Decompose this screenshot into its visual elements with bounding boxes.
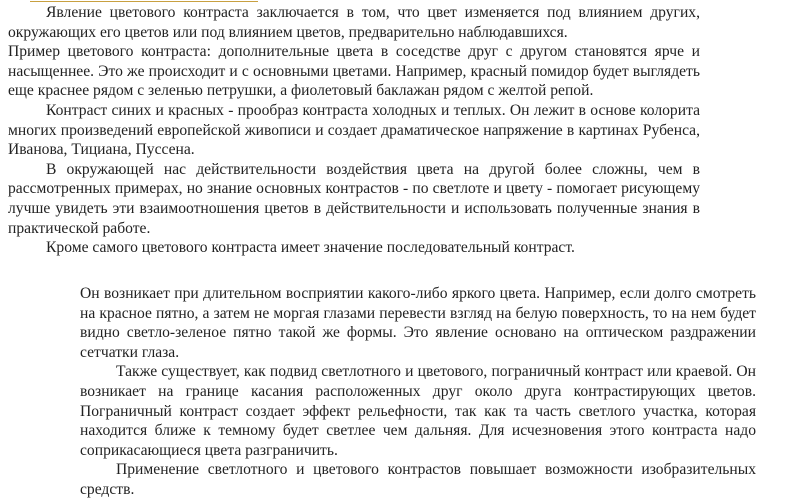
text-block-lower — [80, 284, 756, 500]
paragraph-blue-red-contrast: Контраст синих и красных - прообраз контраста холодных и теплых. Он лежит в основе колорита многих произведений европейской живописи и создает драматическое напряжение в картинах Рубенса, Иванова, Тициана, Пуссена. — [8, 101, 700, 159]
top-accent-line — [30, 1, 258, 2]
paragraph-border-contrast: Также существует, как подвид светлотного и цветового, пограничный контраст или краевой. Он возникает на границе касания расположенных друг около друга контрастирующих цветов. Пограничный контраст создает эффект рельефности, так как та часть светлого участка, которая находится ближе к темному будет светлее чем дальняя. Для исчезновения этого контраста надо соприкасающиеся цвета разграничить. — [80, 363, 756, 459]
paragraph-sequential-contrast: Он возникает при длительном восприятии какого-либо яркого цвета. Например, если долго смотреть на красное пятно, а затем не моргая глазами перевести взгляд на белую поверхность, то на нем будет видно светло-зеленое пятно такой же формы. Это явление основано на оптическом раздражении сетчатки глаза. — [80, 285, 756, 361]
paragraph-reality-effects: В окружающей нас действительности воздействия цвета на другой более сложны, чем в рассмотренных примерах, но знание основных контрастов - по светлоте и цвету - помогает рисующему лучше увидеть эти взаимоотношения цветов в действительности и использовать полученные знания в практической работе. — [8, 160, 700, 237]
paragraph-contrast-definition: Явление цветового контраста заключается в том, что цвет изменяется под влиянием других, окружающих его цветов или под влиянием цветов, предварительно наблюдавшихся. — [8, 4, 700, 41]
text-block-upper — [8, 3, 700, 258]
paragraph-contrast-example: Пример цветового контраста: дополнительные цвета в соседстве друг с другом становятся ярче и насыщеннее. Это же происходит и с основными цветами. Например, красный помидор будет выглядеть еще краснее рядом с зеленью петрушки, а фиолетовый баклажан рядом с желтой репой. — [8, 43, 700, 100]
paragraph-application: Применение светлотного и цветового контрастов повышает возможности изобразительных средств. — [80, 461, 756, 498]
paragraph-sequential-contrast-intro: Кроме самого цветового контраста имеет значение последовательный контраст. — [46, 239, 575, 257]
